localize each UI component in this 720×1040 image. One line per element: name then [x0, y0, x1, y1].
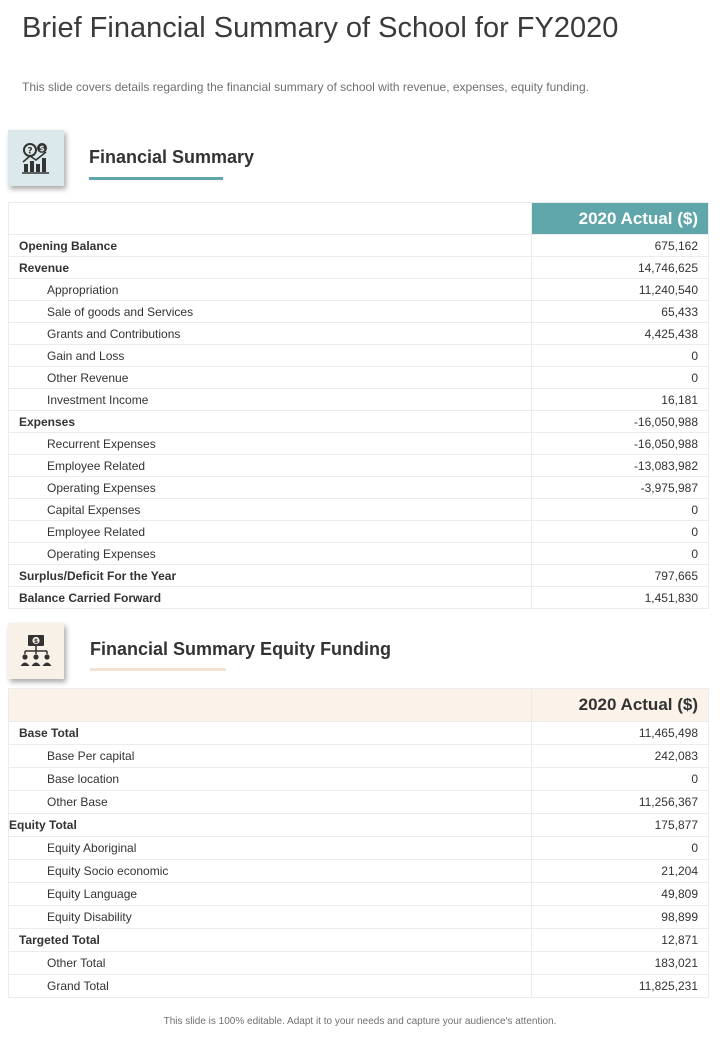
table-header-row [9, 689, 709, 722]
table-row [9, 257, 709, 279]
row-label: Equity Aboriginal [9, 837, 532, 860]
row-value: 12,871 [532, 929, 709, 952]
row-value: -13,083,982 [532, 455, 709, 477]
row-label: Other Total [9, 952, 532, 975]
column-header: 2020 Actual ($) [532, 203, 709, 235]
table-row [9, 235, 709, 257]
row-label: Investment Income [9, 389, 532, 411]
row-label: Grants and Contributions [9, 323, 532, 345]
row-value: 0 [532, 768, 709, 791]
table-row [9, 929, 709, 952]
row-label: Grand Total [9, 975, 532, 998]
header-label-cell [9, 689, 532, 722]
table-row [9, 814, 709, 837]
row-label: Equity Socio economic [9, 860, 532, 883]
row-label: Capital Expenses [9, 499, 532, 521]
page-footer: This slide is 100% editable. Adapt it to your needs and capture your audience's attention. [163, 1016, 557, 1027]
financial-summary-icon-tile [8, 130, 64, 186]
page-subtitle: This slide covers details regarding the financial summary of school with revenue, expenses, equity funding. [22, 80, 589, 94]
row-value: 11,825,231 [532, 975, 709, 998]
row-value: 65,433 [532, 301, 709, 323]
row-label: Opening Balance [9, 235, 532, 257]
row-value: 49,809 [532, 883, 709, 906]
row-label: Targeted Total [9, 929, 532, 952]
row-value: 175,877 [532, 814, 709, 837]
table-row [9, 543, 709, 565]
row-value: 797,665 [532, 565, 709, 587]
row-label: Sale of goods and Services [9, 301, 532, 323]
row-value: 4,425,438 [532, 323, 709, 345]
row-label: Base Total [9, 722, 532, 745]
row-label: Other Revenue [9, 367, 532, 389]
table-row [9, 499, 709, 521]
row-value: 0 [532, 345, 709, 367]
table-row [9, 301, 709, 323]
table-row [9, 791, 709, 814]
table-row [9, 345, 709, 367]
financial-summary-table [8, 202, 709, 609]
table-row [9, 906, 709, 929]
table-row [9, 323, 709, 345]
row-label: Base location [9, 768, 532, 791]
row-value: 1,451,830 [532, 587, 709, 609]
table-row [9, 975, 709, 998]
table-row [9, 455, 709, 477]
row-label: Expenses [9, 411, 532, 433]
svg-text:?: ? [27, 146, 33, 157]
row-label: Operating Expenses [9, 477, 532, 499]
row-value: 11,240,540 [532, 279, 709, 301]
row-value: 98,899 [532, 906, 709, 929]
row-value: 21,204 [532, 860, 709, 883]
row-value: 242,083 [532, 745, 709, 768]
row-label: Surplus/Deficit For the Year [9, 565, 532, 587]
row-value: 0 [532, 521, 709, 543]
section-underline [89, 177, 223, 180]
table-row [9, 952, 709, 975]
table-header-row [9, 203, 709, 235]
table-row [9, 279, 709, 301]
row-label: Employee Related [9, 521, 532, 543]
row-label: Recurrent Expenses [9, 433, 532, 455]
table-row [9, 521, 709, 543]
table-row [9, 883, 709, 906]
row-value: 16,181 [532, 389, 709, 411]
row-label: Employee Related [9, 455, 532, 477]
row-value: 14,746,625 [532, 257, 709, 279]
row-label: Balance Carried Forward [9, 587, 532, 609]
money-hierarchy-icon [18, 633, 54, 669]
section-heading-financial-summary: Financial Summary [89, 147, 255, 167]
table-row [9, 587, 709, 609]
page-title: Brief Financial Summary of School for FY2020 [22, 12, 619, 44]
row-label: Other Base [9, 791, 532, 814]
table-row [9, 477, 709, 499]
table-row [9, 389, 709, 411]
row-value: 0 [532, 543, 709, 565]
chart-money-icon [18, 140, 54, 176]
row-label: Equity Total [9, 814, 532, 837]
row-value: -3,975,987 [532, 477, 709, 499]
row-value: -16,050,988 [532, 433, 709, 455]
row-label: Equity Disability [9, 906, 532, 929]
row-value: 11,256,367 [532, 791, 709, 814]
table-row [9, 745, 709, 768]
table-row [9, 565, 709, 587]
table-row [9, 837, 709, 860]
table-row [9, 433, 709, 455]
header-label-cell [9, 203, 532, 235]
row-value: -16,050,988 [532, 411, 709, 433]
row-value: 11,465,498 [532, 722, 709, 745]
row-value: 675,162 [532, 235, 709, 257]
equity-funding-icon-tile [8, 623, 64, 679]
table-row [9, 367, 709, 389]
svg-text:$: $ [33, 638, 39, 645]
table-row [9, 860, 709, 883]
row-label: Operating Expenses [9, 543, 532, 565]
svg-text:$: $ [39, 144, 45, 153]
table-row [9, 411, 709, 433]
row-label: Gain and Loss [9, 345, 532, 367]
table-row [9, 768, 709, 791]
table-row [9, 722, 709, 745]
row-value: 0 [532, 367, 709, 389]
section-underline [90, 668, 226, 671]
equity-funding-table [8, 688, 709, 998]
row-label: Revenue [9, 257, 532, 279]
row-value: 0 [532, 837, 709, 860]
section-heading-equity-funding: Financial Summary Equity Funding [90, 639, 392, 659]
row-label: Appropriation [9, 279, 532, 301]
row-value: 0 [532, 499, 709, 521]
column-header: 2020 Actual ($) [532, 689, 709, 722]
row-label: Base Per capital [9, 745, 532, 768]
row-value: 183,021 [532, 952, 709, 975]
row-label: Equity Language [9, 883, 532, 906]
